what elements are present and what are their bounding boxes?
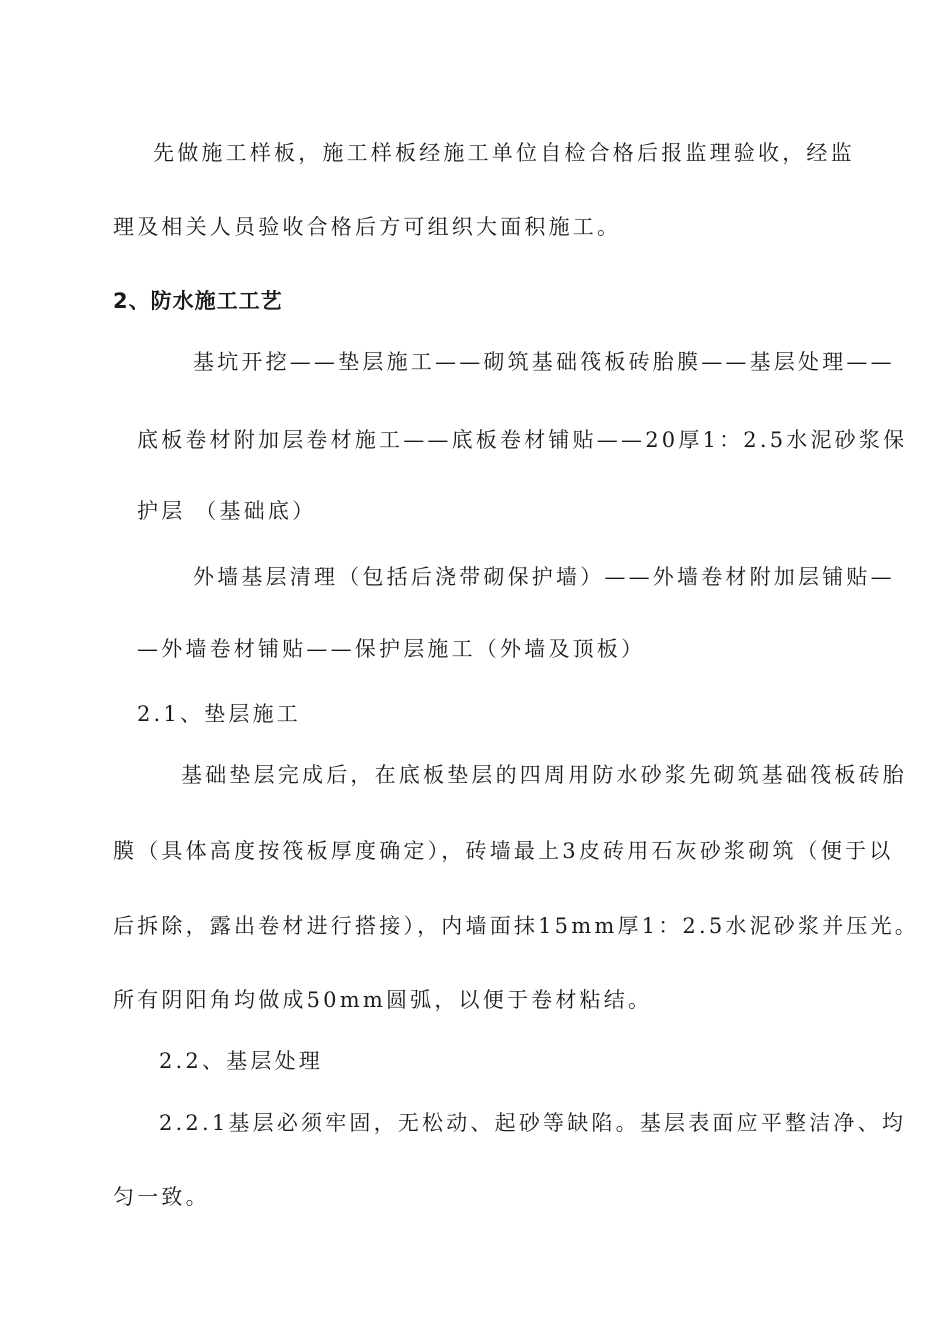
paragraph-line: 2.2.1基层必须牢固，无松动、起砂等缺陷。基层表面应平整洁净、均 <box>159 1111 907 1135</box>
paragraph-line: 理及相关人员验收合格后方可组织大面积施工。 <box>113 215 622 239</box>
paragraph-line: 后拆除，露出卷材进行搭接），内墙面抹15mm厚1：2.5水泥砂浆并压光。 <box>113 914 920 938</box>
process-flow-line: 外墙基层清理（包括后浇带砌保护墙）——外墙卷材附加层铺贴— <box>193 565 895 589</box>
paragraph-line: 基础垫层完成后，在底板垫层的四周用防水砂浆先砌筑基础筏板砖胎 <box>181 763 907 787</box>
paragraph-line: 膜（具体高度按筏板厚度确定），砖墙最上3皮砖用石灰砂浆砌筑（便于以 <box>113 839 894 863</box>
subsection-heading: 2.2、基层处理 <box>159 1049 323 1073</box>
paragraph-line: 先做施工样板，施工样板经施工单位自检合格后报监理验收，经监 <box>153 141 855 165</box>
process-flow-line: 护层 （基础底） <box>137 499 317 523</box>
process-flow-line: 基坑开挖——垫层施工——砌筑基础筏板砖胎膜——基层处理—— <box>193 350 895 374</box>
paragraph-line: 匀一致。 <box>113 1185 210 1209</box>
process-flow-line: —外墙卷材铺贴——保护层施工（外墙及顶板） <box>137 637 646 661</box>
paragraph-line: 所有阴阳角均做成50mm圆弧，以便于卷材粘结。 <box>113 988 653 1012</box>
section-heading: 2、防水施工工艺 <box>113 289 283 313</box>
process-flow-line: 底板卷材附加层卷材施工——底板卷材铺贴——20厚1：2.5水泥砂浆保 <box>137 428 908 452</box>
subsection-heading: 2.1、垫层施工 <box>137 702 301 726</box>
